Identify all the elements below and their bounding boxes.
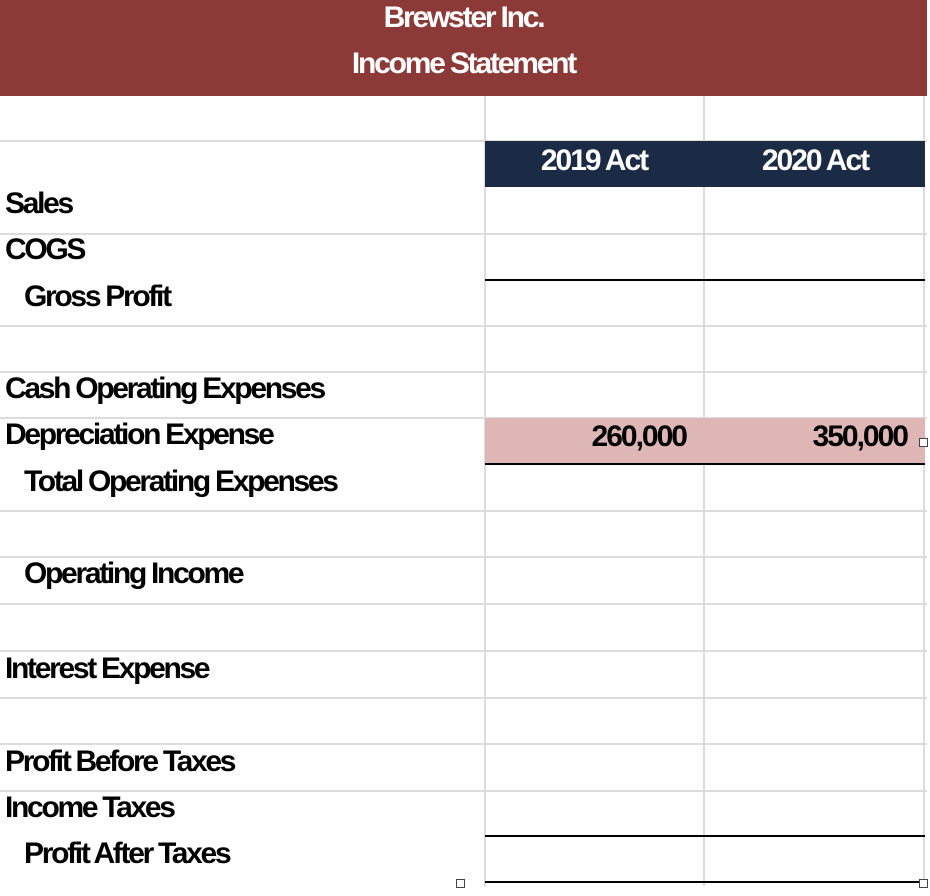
company-name: Brewster Inc. xyxy=(383,1,544,34)
row-label-income-taxes: Income Taxes xyxy=(5,791,174,824)
total-opex-rule xyxy=(485,463,925,465)
resize-handle[interactable] xyxy=(919,879,928,888)
bottom-rule xyxy=(485,881,925,883)
profit-after-taxes-rule xyxy=(485,835,925,837)
row-label-depreciation-expense: Depreciation Expense xyxy=(5,418,273,451)
row-label-profit-after-taxes: Profit After Taxes xyxy=(24,837,230,870)
statement-title: Income Statement xyxy=(351,47,576,80)
row-label-gross-profit: Gross Profit xyxy=(24,280,170,313)
resize-handle[interactable] xyxy=(456,879,465,888)
column-header-2020: 2020 Act xyxy=(761,144,869,177)
gross-profit-rule xyxy=(485,279,925,281)
row-label-interest-expense: Interest Expense xyxy=(5,652,209,685)
row-label-profit-before-taxes: Profit Before Taxes xyxy=(5,745,235,778)
depreciation-2020-value[interactable]: 350,000 xyxy=(812,420,907,453)
row-label-cogs: COGS xyxy=(5,233,85,266)
row-label-sales: Sales xyxy=(5,187,72,220)
column-header-2019: 2019 Act xyxy=(540,144,648,177)
row-label-cash-operating-expenses: Cash Operating Expenses xyxy=(5,372,324,405)
row-label-operating-income: Operating Income xyxy=(24,557,243,590)
resize-handle[interactable] xyxy=(919,438,928,447)
row-label-total-operating-expenses: Total Operating Expenses xyxy=(24,465,337,498)
depreciation-2019-value[interactable]: 260,000 xyxy=(591,420,686,453)
